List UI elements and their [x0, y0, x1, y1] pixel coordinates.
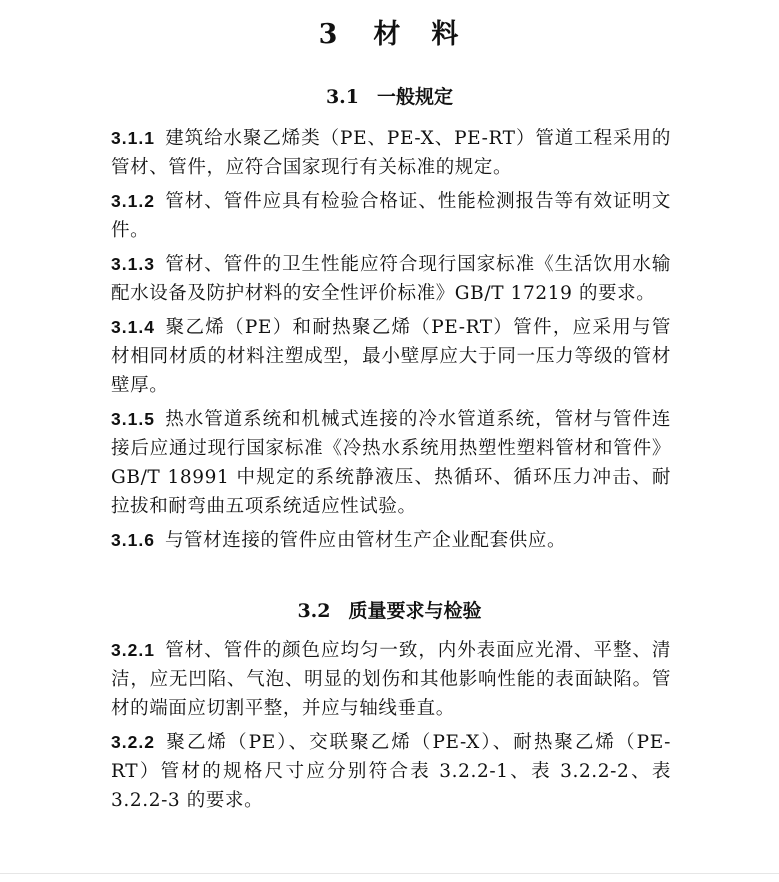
- clause-text: 与管材连接的管件应由管材生产企业配套供应。: [164, 530, 567, 551]
- section-number: 3.1: [325, 86, 360, 108]
- section-body-3-2: [111, 636, 671, 820]
- clause-text: 聚乙烯（PE）、交联聚乙烯（PE-X）、耐热聚乙烯（PE-RT）管材的规格尺寸应分别符合表 3.2.2-1、表 3.2.2-2、表 3.2.2-3 的要求。: [111, 732, 671, 811]
- clause-text: 建筑给水聚乙烯类（PE、PE-X、PE-RT）管道工程采用的管材、管件，应符合国家现行有关标准的规定。: [111, 128, 671, 178]
- clause-text: 管材、管件的卫生性能应符合现行国家标准《生活饮用水输配水设备及防护材料的安全性评价标准》GB/T 17219 的要求。: [111, 254, 671, 304]
- clause-number: 3.2.2: [111, 732, 155, 752]
- chapter-number: 3: [318, 19, 340, 50]
- section-body-3-1: [111, 124, 671, 560]
- clause-number: 3.1.6: [111, 530, 155, 550]
- clause-3-2-1: [111, 636, 671, 723]
- clause-3-2-2: [111, 728, 671, 815]
- clause-text: 管材、管件应具有检验合格证、性能检测报告等有效证明文件。: [111, 191, 671, 241]
- clause-number: 3.1.4: [111, 317, 155, 337]
- clause-number: 3.1.2: [111, 191, 155, 211]
- section-title-3-1: [0, 82, 779, 109]
- clause-3-1-1: [111, 124, 671, 182]
- clause-number: 3.1.1: [111, 128, 155, 148]
- clause-text: 聚乙烯（PE）和耐热聚乙烯（PE-RT）管件，应采用与管材相同材质的材料注塑成型，最小壁厚应大于同一压力等级的管材壁厚。: [111, 317, 671, 396]
- clause-number: 3.1.3: [111, 254, 155, 274]
- page-divider: [0, 873, 779, 874]
- clause-3-1-5: [111, 405, 671, 521]
- clause-text: 管材、管件的颜色应均匀一致，内外表面应光滑、平整、清洁，应无凹陷、气泡、明显的划伤和其他影响性能的表面缺陷。管材的端面应切割平整，并应与轴线垂直。: [111, 640, 671, 719]
- clause-3-1-4: [111, 313, 671, 400]
- clause-3-1-2: [111, 187, 671, 245]
- section-number: 3.2: [297, 600, 331, 622]
- clause-3-1-6: [111, 526, 671, 555]
- clause-3-1-3: [111, 250, 671, 308]
- clause-number: 3.1.5: [111, 409, 155, 429]
- chapter-name: 材 料: [373, 19, 461, 50]
- section-title-3-2: [0, 596, 779, 623]
- section-name: 质量要求与检验: [348, 600, 482, 622]
- clause-text: 热水管道系统和机械式连接的冷水管道系统，管材与管件连接后应通过现行国家标准《冷热水系统用热塑性塑料管材和管件》GB/T 18991 中规定的系统静液压、热循环、循环压力冲击、耐拉拔和耐弯曲五项系统适应性试验。: [111, 409, 671, 517]
- chapter-title: [0, 12, 779, 51]
- clause-number: 3.2.1: [111, 640, 155, 660]
- section-name: 一般规定: [377, 86, 454, 108]
